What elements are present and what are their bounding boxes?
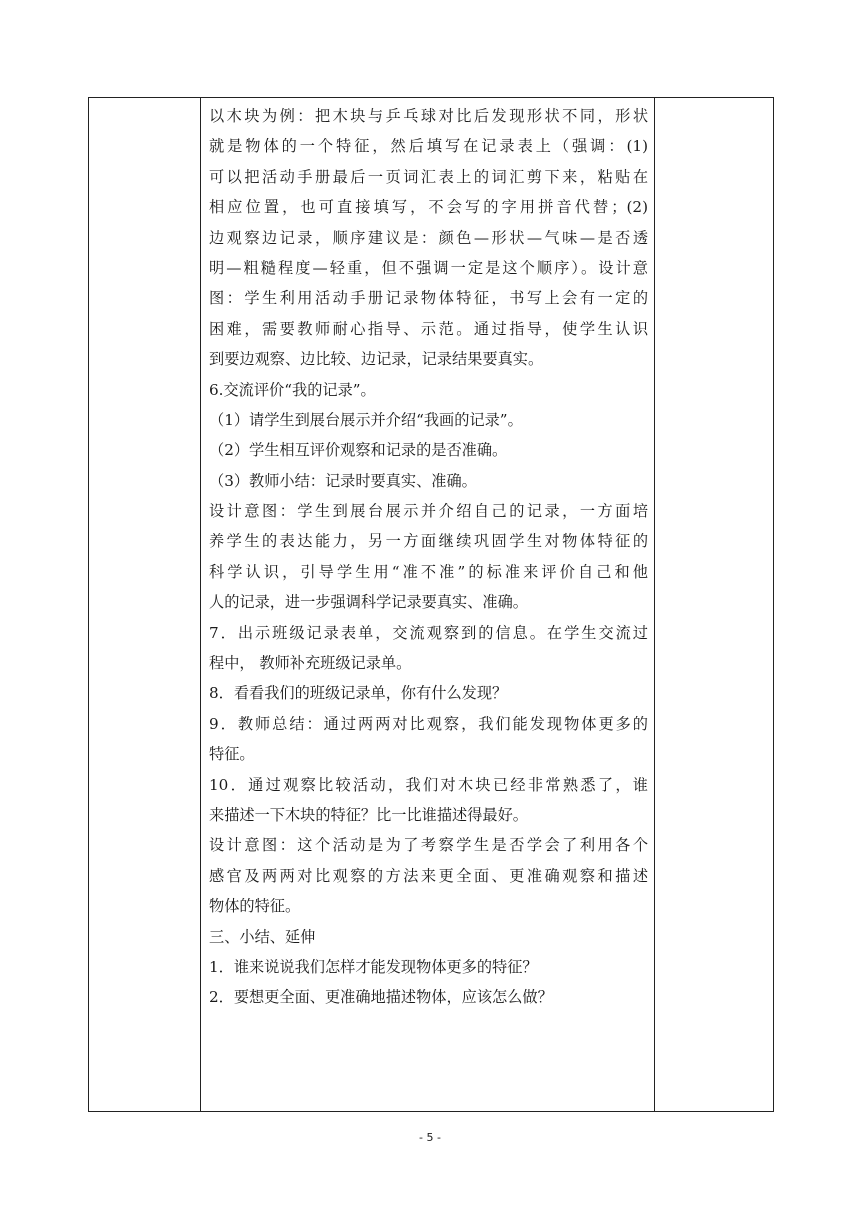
text-line: 科学认识，引导学生用“准不准”的标准来评价自己和他 <box>209 562 648 581</box>
text-line: （3）教师小结：记录时要真实、准确。 <box>209 471 477 490</box>
text-line: 人的记录，进一步强调科学记录要真实、准确。 <box>209 593 528 612</box>
text-line: 物体的特征。 <box>209 897 301 916</box>
text-line: 特征。 <box>209 745 255 764</box>
text-line: 相应位置，也可直接填写，不会写的字用拼音代替；(2) <box>209 198 648 217</box>
text-line: 7．出示班级记录表单，交流观察到的信息。在学生交流过 <box>209 623 648 642</box>
text-line: 困难，需要教师耐心指导、示范。通过指导，使学生认识 <box>209 319 648 338</box>
text-line: 到要边观察、边比较、边记录，记录结果要真实。 <box>209 350 544 369</box>
left-column-cell <box>89 98 201 1112</box>
right-column-cell <box>655 98 774 1112</box>
text-line: 10．通过观察比较活动，我们对木块已经非常熟悉了，谁 <box>209 775 648 794</box>
content-cell <box>201 98 655 1112</box>
text-line: 图：学生利用活动手册记录物体特征，书写上会有一定的 <box>209 289 648 308</box>
text-line: 6.交流评价“我的记录”。 <box>209 380 376 399</box>
text-line: 边观察边记录，顺序建议是：颜色—形状—气味—是否透 <box>209 228 648 247</box>
text-line: （1）请学生到展台展示并介绍“我画的记录”。 <box>209 410 523 429</box>
lesson-plan-table <box>88 97 774 1112</box>
text-line: 8．看看我们的班级记录单，你有什么发现？ <box>209 684 508 703</box>
text-line: 9．教师总结：通过两两对比观察，我们能发现物体更多的 <box>209 714 648 733</box>
text-line: 来描述一下木块的特征？比一比谁描述得最好。 <box>209 805 528 824</box>
text-line: 2．要想更全面、更准确地描述物体，应该怎么做？ <box>209 988 553 1007</box>
text-line: （2）学生相互评价观察和记录的是否准确。 <box>209 441 508 460</box>
text-line: 可以把活动手册最后一页词汇表上的词汇剪下来，粘贴在 <box>209 167 648 186</box>
text-line: 就是物体的一个特征，然后填写在记录表上（强调：(1) <box>209 137 648 156</box>
text-line: 养学生的表达能力，另一方面继续巩固学生对物体特征的 <box>209 532 648 551</box>
text-line: 明—粗糙程度—轻重，但不强调一定是这个顺序）。设计意 <box>209 258 648 277</box>
text-line: 感官及两两对比观察的方法来更全面、更准确观察和描述 <box>209 866 648 885</box>
text-line: 三、小结、延伸 <box>209 927 316 946</box>
text-line: 1．谁来说说我们怎样才能发现物体更多的特征？ <box>209 957 538 976</box>
text-line: 以木块为例：把木块与乒乓球对比后发现形状不同，形状 <box>209 107 648 125</box>
text-line: 设计意图：这个活动是为了考察学生是否学会了利用各个 <box>209 836 648 855</box>
text-line: 程中， 教师补充班级记录单。 <box>209 654 412 673</box>
text-line: 设计意图：学生到展台展示并介绍自己的记录，一方面培 <box>209 502 648 521</box>
lesson-content <box>201 98 654 1013</box>
table-row <box>89 98 774 1112</box>
page-number: - 5 - <box>419 1131 441 1144</box>
